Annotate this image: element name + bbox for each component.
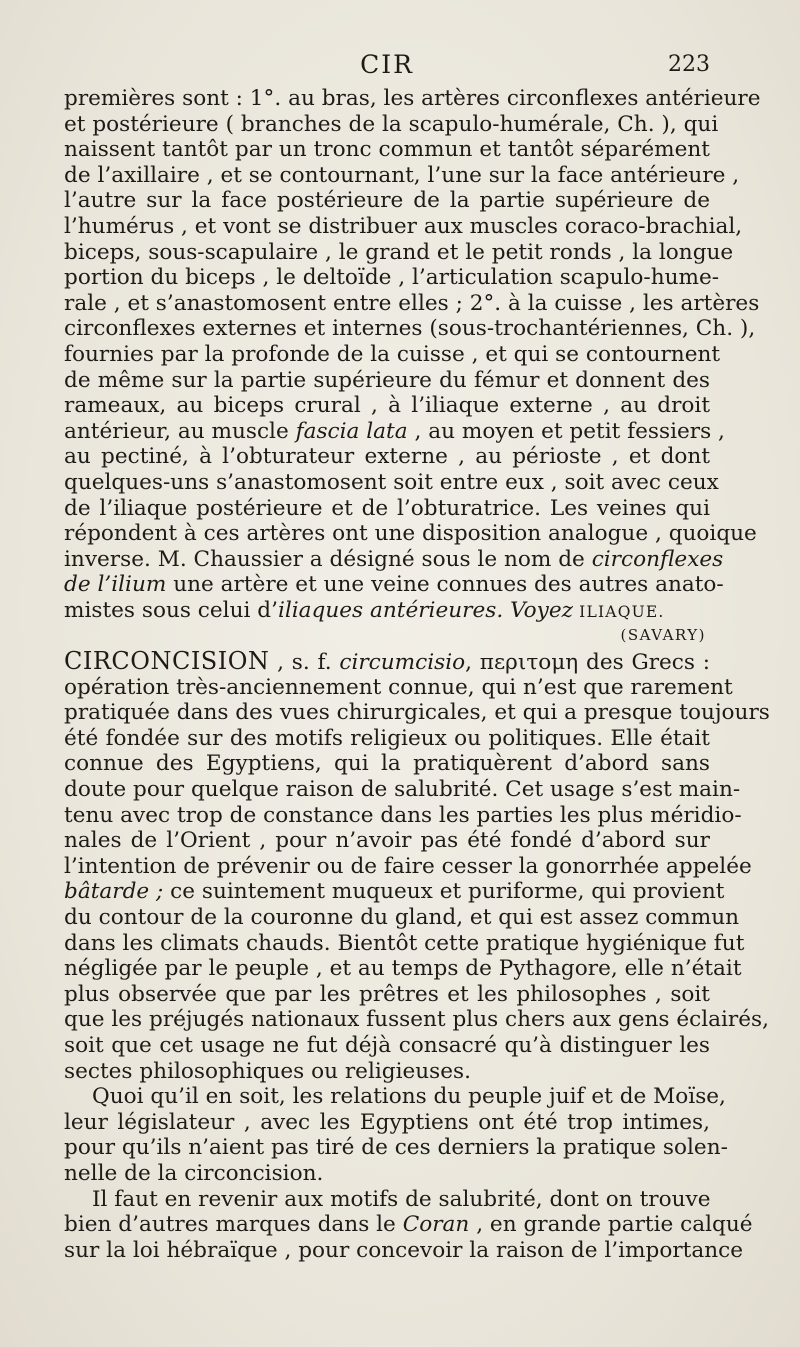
text-line: été fondée sur des motifs religieux ou politiques. Elle était [64, 725, 710, 751]
entry-circoncision [64, 647, 770, 1084]
text-line: biceps, sous-scapulaire , le grand et le petit ronds , la longue [64, 239, 734, 265]
italic-term: Coran [402, 1212, 470, 1238]
text-line: opération très-anciennement connue, qui n’est que rarement [64, 674, 733, 700]
text-run: ce suintement muqueux et puriforme, qui provient [163, 879, 725, 905]
text-line [64, 649, 710, 675]
text-line: quelques-uns s’anastomosent soit entre eux , soit avec ceux [64, 469, 719, 495]
text-line: soit que cet usage ne fut déjà consacré qu’à distinguer les [64, 1032, 710, 1058]
text-line: Il faut en revenir aux motifs de salubrité, dont on trouve [92, 1186, 711, 1212]
italic-term: circumcisio [339, 650, 466, 676]
text-run: mistes sous celui d’ [64, 597, 278, 623]
text-run: antérieur, au muscle [64, 418, 296, 444]
text-run: , au moyen et petit fessiers , [407, 418, 725, 444]
text-line: rameaux, au biceps crural , à l’iliaque externe , au droit [64, 393, 710, 419]
text-line [64, 598, 710, 624]
text-line: sur la loi hébraïque , pour concevoir la raison de l’importance [64, 1237, 743, 1263]
text-line: du contour de la couronne du gland, et qui est assez commun [64, 905, 740, 930]
text-line: doute pour quelque raison de salubrité. Cet usage s’est main- [64, 777, 741, 803]
text-line: tenu avec trop de constance dans les parties les plus méridio- [64, 802, 742, 828]
text-run: une artère et une veine connues des autres anato- [166, 572, 724, 598]
text-line: pratiquée dans des vues chirurgicales, et qui a presque toujours [64, 700, 770, 726]
text-line: négligée par le peuple , et au temps de Pythagore, elle n’était [64, 956, 742, 982]
text-line: et postérieure ( branches de la scapulo-humérale, Ch. ), qui [64, 111, 719, 137]
text-line: premières sont : 1°. au bras, les artères circonflexes antérieure [64, 86, 761, 111]
text-run: , s. f. [269, 650, 340, 676]
text-line: pour qu’ils n’aient pas tiré de ces derniers la pratique solen- [64, 1135, 728, 1161]
text-line: de l’axillaire , et se contournant, l’une sur la face antérieure , [64, 162, 740, 188]
text-line: naissent tantôt par un tronc commun et tantôt séparément [64, 137, 710, 163]
italic-term: de l’ilium [64, 572, 167, 598]
page-header [64, 50, 710, 86]
text-line: fournies par la profonde de la cuisse , et qui se contournent [64, 341, 721, 367]
text-line: Quoi qu’il en soit, les relations du peuple juif et de Moïse, [92, 1084, 726, 1110]
text-run: , en grande partie calqué [469, 1212, 753, 1238]
italic-term: fascia lata [295, 418, 408, 444]
text-line: l’intention de prévenir ou de faire cesser la gonorrhée appelée [64, 853, 752, 879]
text-line: au pectiné, à l’obturateur externe , au périoste , et dont [64, 444, 710, 470]
text-line: leur législateur , avec les Egyptiens ont été trop intimes, [64, 1109, 710, 1135]
text-run: , περιτομη des Grecs : [465, 650, 711, 676]
text-line: connue des Egyptiens, qui la pratiquèrent d’abord sans [64, 751, 710, 777]
text-line: de même sur la partie supérieure du fémur et donnent des [64, 367, 710, 393]
text-line [64, 546, 724, 573]
entry-headword: CIRCONCISION [64, 647, 270, 676]
text-line: sectes philosophiques ou religieuses. [64, 1058, 471, 1084]
text-run: bien d’autres marques dans le [64, 1212, 403, 1238]
text-line: portion du biceps , le deltoïde , l’articulation scapulo-hume- [64, 265, 720, 291]
paragraph-circonflexes-end [64, 86, 761, 649]
text-line [64, 418, 725, 445]
text-line: nelle de la circoncision. [64, 1160, 324, 1186]
italic-term: bâtarde ; [64, 879, 164, 905]
text-line: répondent à ces artères ont une disposition analogue , quoique [64, 521, 757, 547]
text-line [64, 572, 724, 598]
text-line: l’autre sur la face postérieure de la partie supérieure de [64, 188, 710, 214]
text-line: nales de l’Orient , pour n’avoir pas été fondé d’abord sur [64, 828, 710, 854]
text-line [64, 879, 725, 905]
page-number: 223 [668, 52, 710, 77]
running-head: CIR [360, 50, 414, 79]
cross-reference: ILIAQUE. [573, 602, 665, 621]
italic-term: circonflexes [591, 546, 724, 572]
author-signature: (SAVARY) [620, 626, 706, 645]
text-line: rale , et s’anastomosent entre elles ; 2°. à la cuisse , les artères [64, 290, 760, 316]
text-run: inverse. M. Chaussier a désigné sous le nom de [64, 546, 592, 572]
text-line: plus observée que par les prêtres et les philosophes , soit [64, 981, 710, 1007]
text-line: que les préjugés nationaux fussent plus chers aux gens éclairés, [64, 1007, 769, 1033]
italic-term: iliaques antérieures. Voyez [277, 597, 574, 623]
text-line: de l’iliaque postérieure et de l’obturatrice. Les veines qui [64, 495, 710, 521]
text-line: dans les climats chauds. Bientôt cette pratique hygiénique fut [64, 930, 745, 956]
text-line [64, 1212, 753, 1238]
text-line: circonflexes externes et internes (sous-trochantériennes, Ch. ), [64, 316, 756, 342]
paragraph-moise [64, 1084, 728, 1186]
text-line: l’humérus , et vont se distribuer aux muscles coraco-brachial, [64, 213, 743, 239]
paragraph-salubrite [64, 1186, 753, 1264]
text-block [64, 86, 770, 1263]
